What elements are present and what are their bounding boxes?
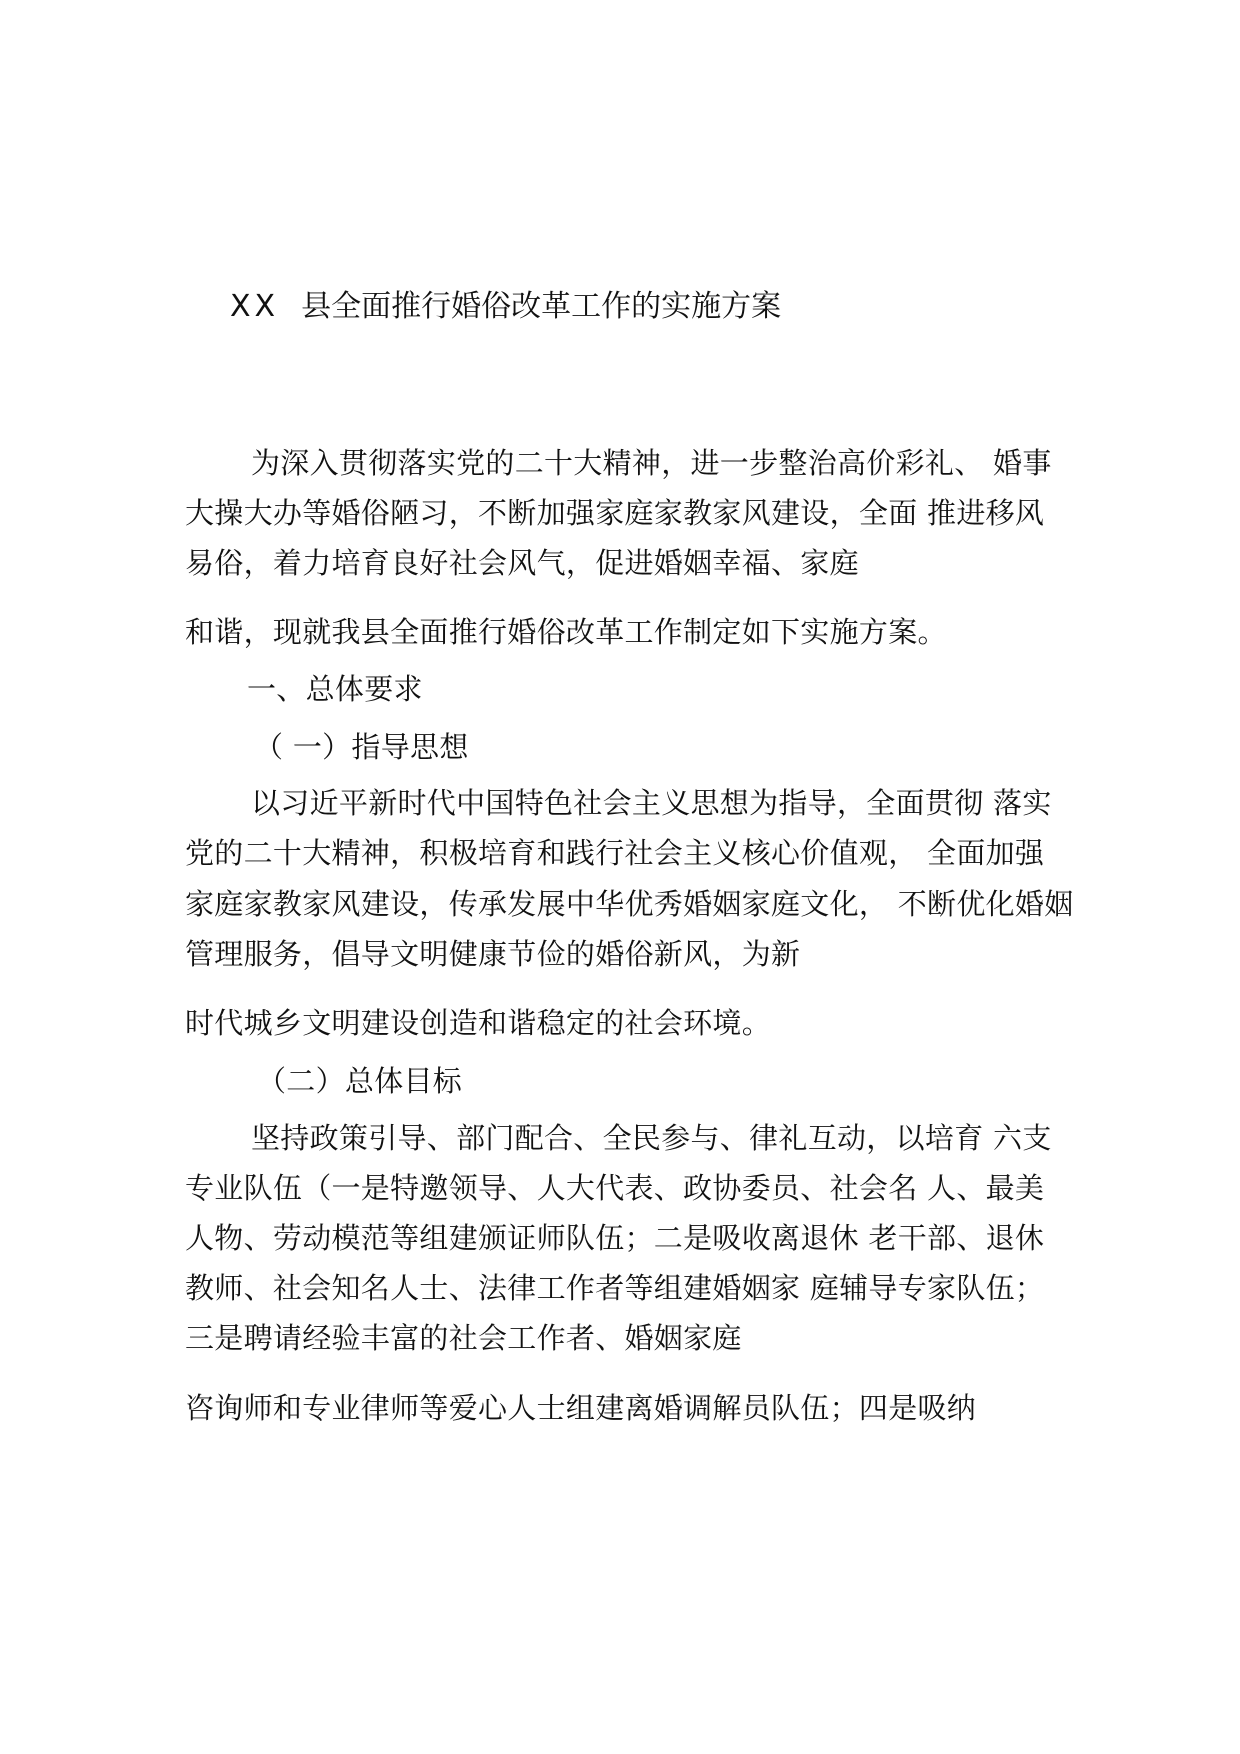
document-title <box>230 287 781 327</box>
paragraph-line: 坚持政策引导、部门配合、全民参与、律礼互动，以培育 六支 <box>251 1121 1052 1155</box>
paragraph-line: 时代城乡文明建设创造和谐稳定的社会环境。 <box>185 1006 772 1040</box>
paragraph-line: 人物、劳动模范等组建颁证师队伍；二是吸收离退休 老干部、退休 <box>185 1221 1045 1255</box>
paragraph-line: 以习近平新时代中国特色社会主义思想为指导，全面贯彻 落实 <box>251 786 1052 820</box>
subsection-heading: （二）总体目标 <box>257 1064 463 1098</box>
paragraph-line: 咨询师和专业律师等爱心人士组建离婚调解员队伍；四是吸纳 <box>185 1391 977 1425</box>
paragraph-line: 专业队伍（一是特邀领导、人大代表、政协委员、社会名 人、最美 <box>185 1171 1045 1205</box>
paragraph-line: 家庭家教家风建设，传承发展中华优秀婚姻家庭文化， 不断优化婚姻 <box>185 887 1074 921</box>
title-main: 县全面推行婚俗改革工作的实施方案 <box>301 289 782 324</box>
paragraph-line: 易俗，着力培育良好社会风气，促进婚姻幸福、家庭 <box>185 546 859 580</box>
section-heading: 一、总体要求 <box>247 672 423 706</box>
paragraph-line: 教师、社会知名人士、法律工作者等组建婚姻家 庭辅导专家队伍； <box>185 1271 1045 1305</box>
paragraph-line: 党的二十大精神，积极培育和践行社会主义核心价值观， 全面加强 <box>185 836 1045 870</box>
subsection-heading: （ 一）指导思想 <box>254 730 469 764</box>
paragraph-line: 三是聘请经验丰富的社会工作者、婚姻家庭 <box>185 1321 742 1355</box>
paragraph-line: 大操大办等婚俗陋习，不断加强家庭家教家风建设，全面 推进移风 <box>185 496 1045 530</box>
paragraph-line: 为深入贯彻落实党的二十大精神，进一步整治高价彩礼、 婚事 <box>251 446 1052 480</box>
paragraph-line: 管理服务，倡导文明健康节俭的婚俗新风，为新 <box>185 937 801 971</box>
paragraph-line: 和谐，现就我县全面推行婚俗改革工作制定如下实施方案。 <box>185 615 947 649</box>
title-prefix: XX <box>230 289 280 324</box>
